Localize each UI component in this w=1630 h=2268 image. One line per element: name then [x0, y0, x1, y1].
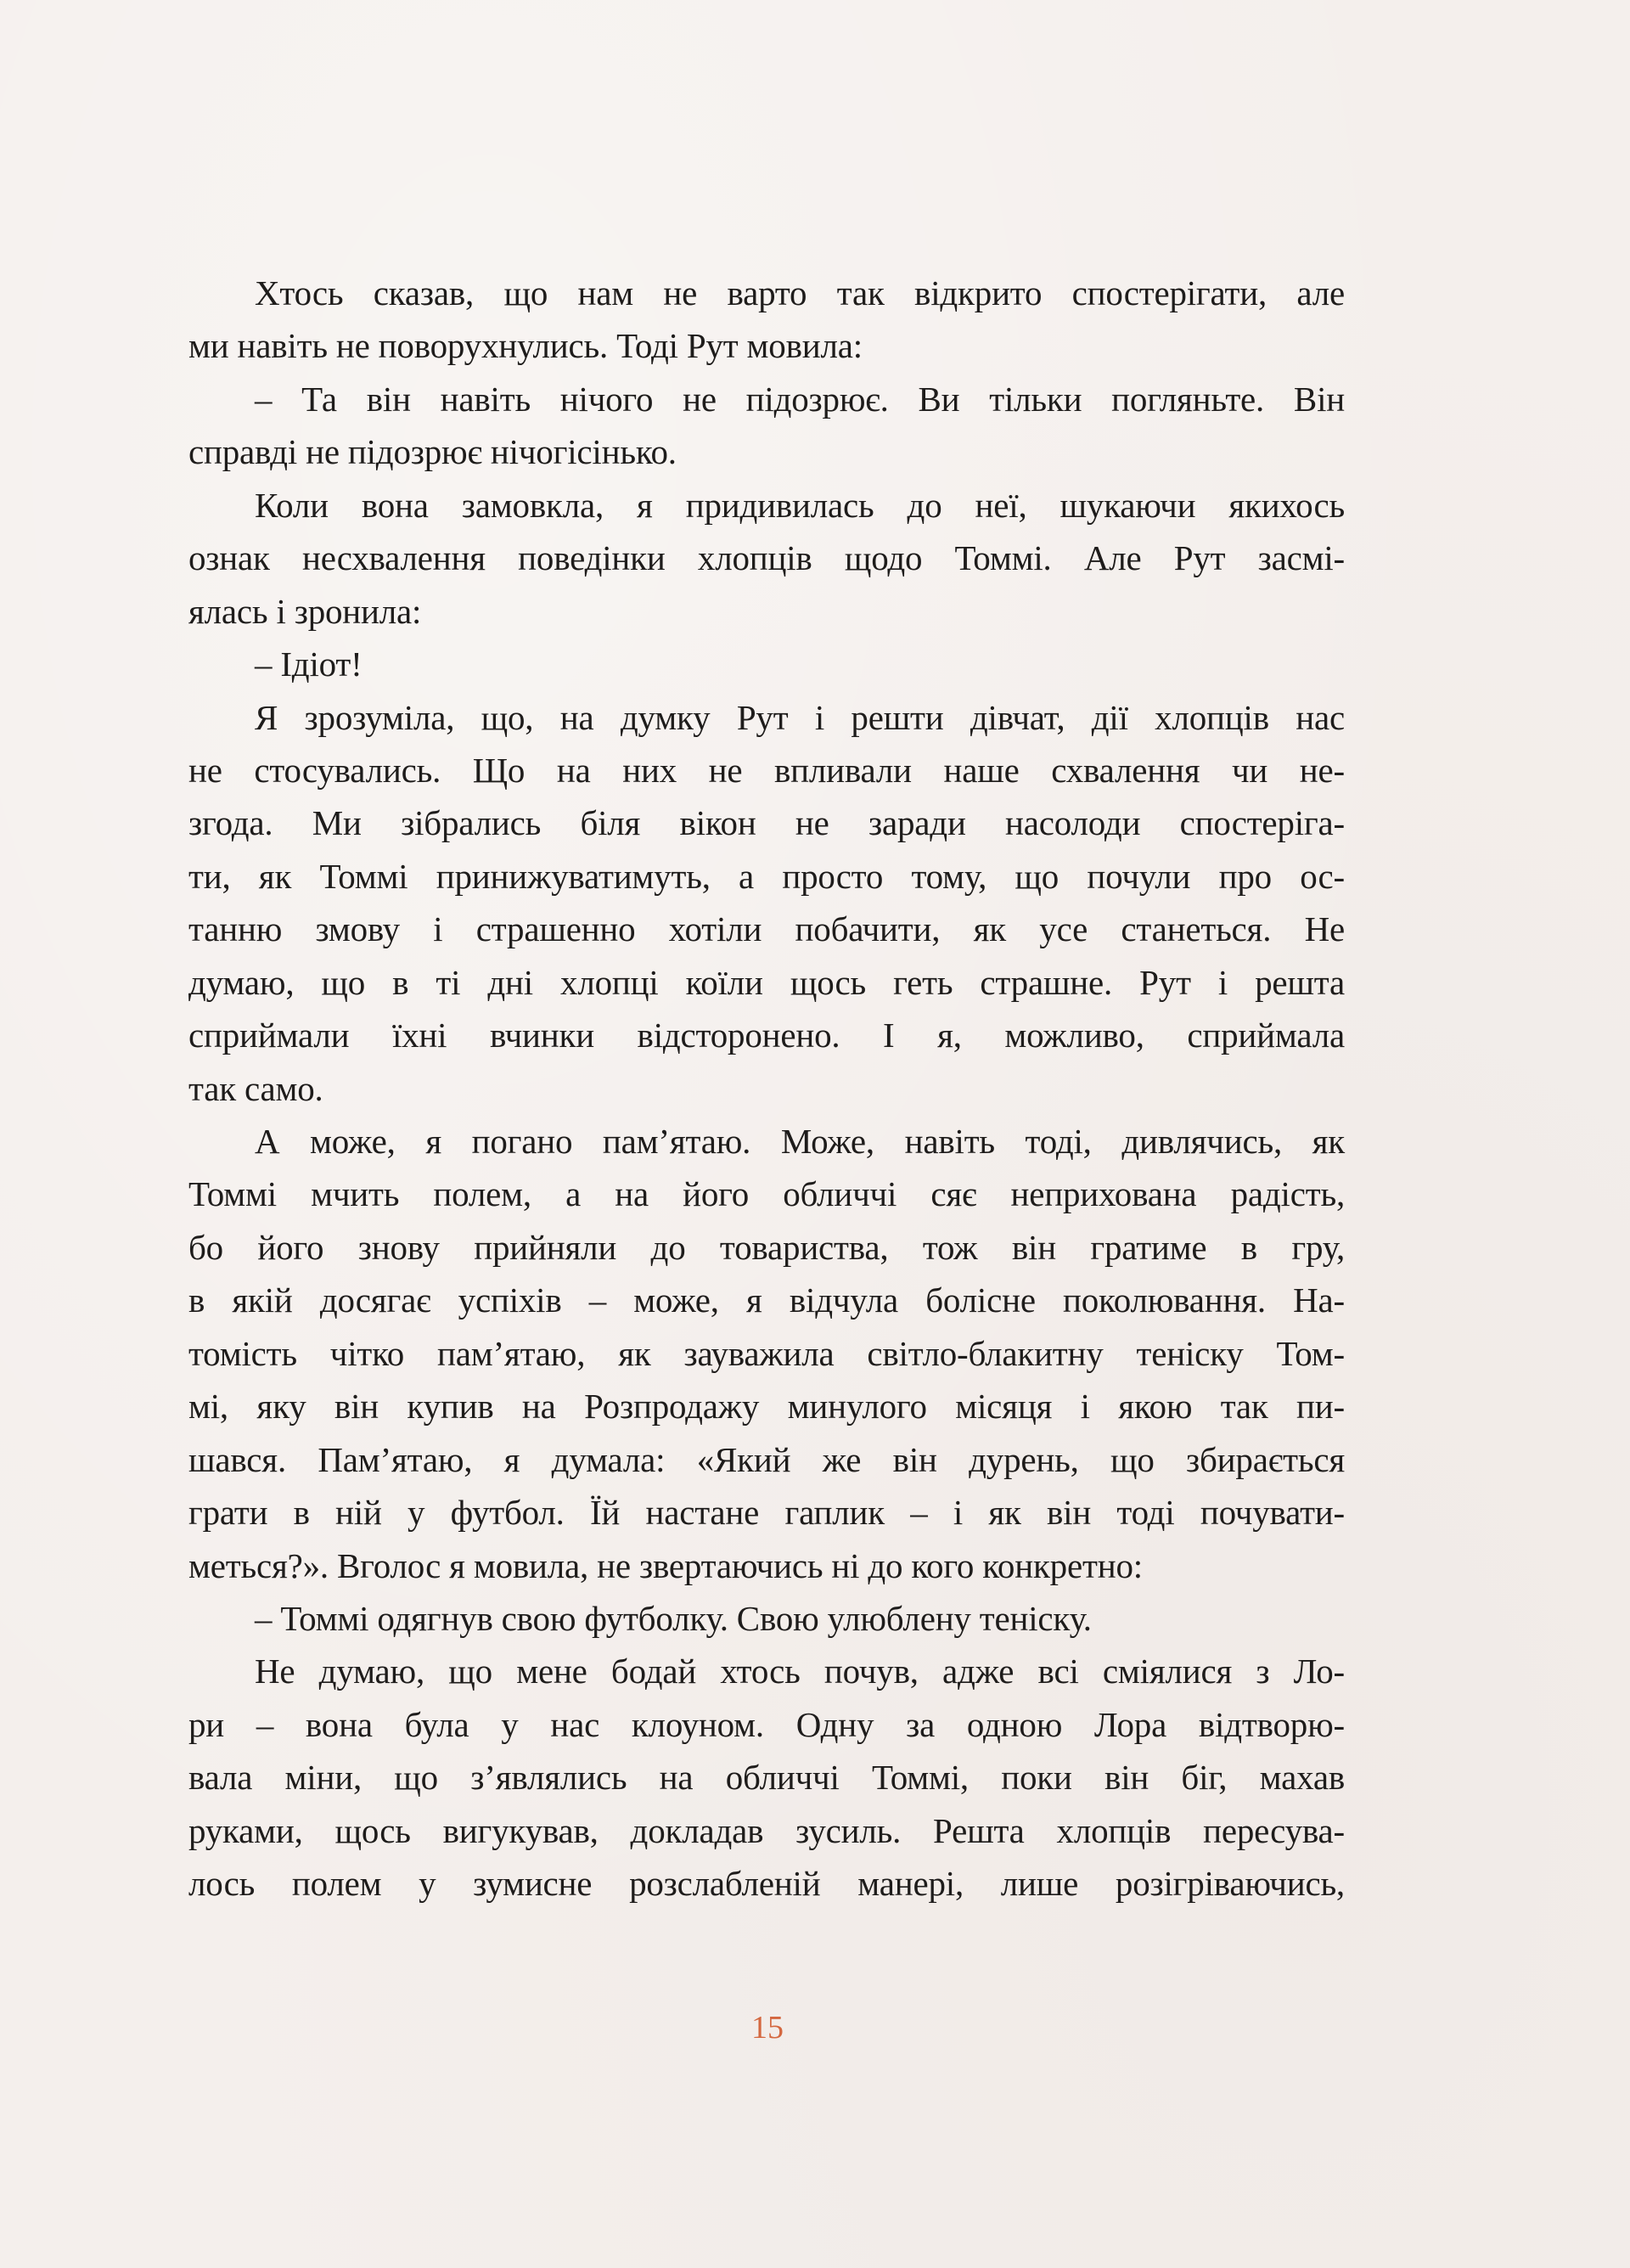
text-line: ми навіть не поворухнулись. Тоді Рут мовила:: [188, 326, 863, 366]
text-line: думаю, що в ті дні хлопці коїли щось геть страшне. Рут і решта: [188, 962, 1345, 1002]
text-line: – Томмі одягнув свою футболку. Свою улюблену теніску.: [255, 1598, 1092, 1638]
text-line: руками, щось вигукував, докладав зусиль. Решта хлопців пересува-: [188, 1810, 1345, 1850]
text-line: – Та він навіть нічого не підозрює. Ви тільки погляньте. Він: [255, 379, 1345, 419]
text-line: шався. Пам’ятаю, я думала: «Який же він дурень, що збирається: [188, 1439, 1345, 1479]
text-line: так само.: [188, 1068, 323, 1108]
page-number-label: 15: [751, 2010, 784, 2046]
text-line: Томмі мчить полем, а на його обличчі сяє неприхована радість,: [188, 1174, 1345, 1214]
text-line: згода. Ми зібрались біля вікон не заради насолоди спостеріга-: [188, 803, 1345, 843]
page-number: [0, 2009, 1630, 2046]
text-line: Я зрозуміла, що, на думку Рут і решти дівчат, дії хлопців нас: [255, 697, 1345, 737]
text-line: грати в ній у футбол. Їй настане гаплик – і як він тоді почувати-: [188, 1493, 1345, 1533]
paragraph: [188, 479, 1345, 638]
text-line: – Ідіот!: [255, 644, 363, 684]
paragraph: [188, 691, 1345, 1116]
text-line: танню змову і страшенно хотіли побачити, як усе станеться. Не: [188, 909, 1345, 949]
text-line: А може, я погано пам’ятаю. Може, навіть тоді, дивлячись, як: [255, 1122, 1345, 1161]
paragraph: [188, 1115, 1345, 1592]
text-line: ялась і зронила:: [188, 591, 422, 631]
text-line: меться?». Вголос я мовила, не звертаючись ні до кого конкретно:: [188, 1545, 1143, 1585]
text-line: мі, яку він купив на Розпродажу минулого місяця і якою так пи-: [188, 1387, 1345, 1427]
text-line: ти, як Томмі принижуватимуть, а просто тому, що почули про ос-: [188, 856, 1345, 896]
text-line: Коли вона замовкла, я придивилась до неї, шукаючи якихось: [255, 485, 1345, 525]
text-line: ознак несхвалення поведінки хлопців щодо Томмі. Але Рут засмі-: [188, 538, 1345, 578]
text-line: в якій досягає успіхів – може, я відчула болісне поколювання. На-: [188, 1280, 1345, 1320]
dialogue-paragraph: [188, 373, 1345, 479]
text-line: сприймали їхні вчинки відсторонено. І я, можливо, сприймала: [188, 1016, 1345, 1055]
text-line: не стосувались. Що на них не впливали наше схвалення чи не-: [188, 750, 1345, 790]
text-line: Хтось сказав, що нам не варто так відкрито спостерігати, але: [255, 273, 1345, 312]
paragraph: [188, 1645, 1345, 1910]
dialogue-paragraph: [188, 1592, 1345, 1645]
paragraph: [188, 267, 1345, 373]
text-line: лось полем у зумисне розслабленій манері, лише розігріваючись,: [188, 1864, 1345, 1904]
dialogue-paragraph: [188, 638, 1345, 690]
text-line: Не думаю, що мене бодай хтось почув, адже всі сміялися з Ло-: [255, 1652, 1345, 1691]
text-line: вала міни, що з’являлись на обличчі Томмі, поки він біг, махав: [188, 1758, 1345, 1798]
text-line: ри – вона була у нас клоуном. Одну за одною Лора відтворю-: [188, 1704, 1345, 1744]
text-line: бо його знову прийняли до товариства, тож він гратиме в гру,: [188, 1227, 1345, 1267]
text-line: томість чітко пам’ятаю, як зауважила світло-блакитну теніску Том-: [188, 1333, 1345, 1373]
text-line: справді не підозрює нічогісінько.: [188, 432, 677, 472]
body-text: [188, 267, 1345, 1911]
